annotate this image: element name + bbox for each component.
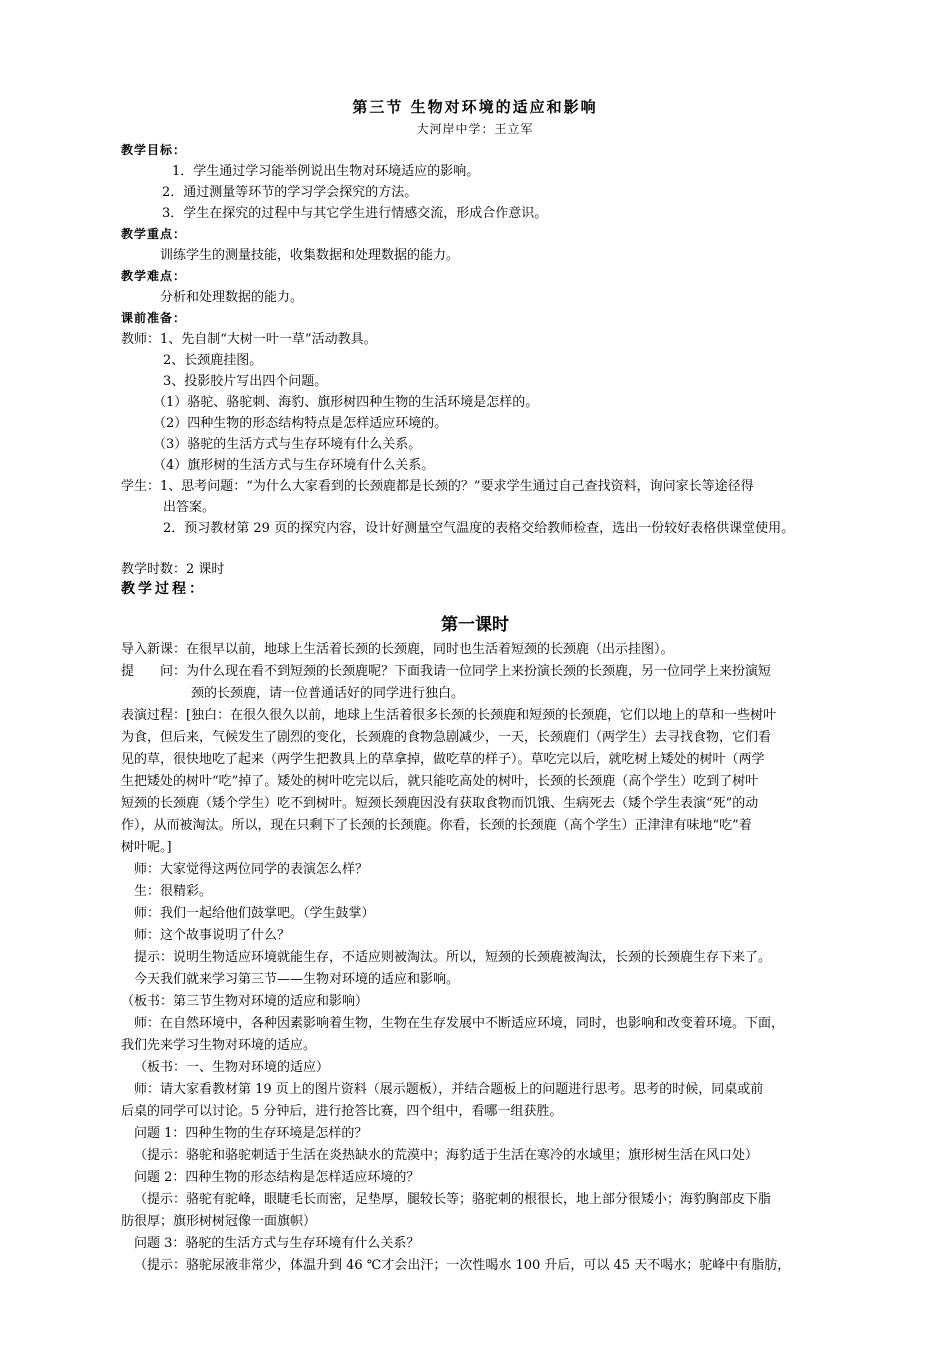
body-line: （板书：一、生物对环境的适应）	[134, 1060, 330, 1075]
preparation-line: 3、投影胶片写出四个问题。	[163, 374, 328, 389]
body-line: 后桌的同学可以讨论。5 分钟后，进行抢答比赛，四个组中，看哪一组获胜。	[121, 1104, 563, 1119]
body-line: 生：很精彩。	[134, 884, 213, 899]
preparation-heading: 课前准备：	[121, 311, 187, 325]
preparation-line: 教师：1、先自制“大树一叶一草”活动教具。	[121, 332, 377, 347]
body-line: 提示：说明生物适应环境就能生存，不适应则被淘汰。所以，短颈的长颈鹿被淘汰，长颈的长颈鹿生存下来了。	[134, 950, 772, 965]
body-line: （提示：骆驼和骆驼刺适于生活在炎热缺水的荒漠中；海豹适于生活在寒冷的水域里；旗形树生活在风口处）	[134, 1148, 759, 1163]
body-line: 师：请大家看教材第 19 页上的图片资料（展示题板），并结合题板上的问题进行思考。思考的时候，同桌或前	[134, 1082, 764, 1097]
keypoint-text: 训练学生的测量技能，收集数据和处理数据的能力。	[160, 248, 460, 263]
body-line: 为食，但后来，气候发生了剧烈的变化，长颈鹿的食物急剧减少，一天，长颈鹿们（两学生）去寻找食物，它们看	[121, 730, 772, 745]
author-line: 大河岸中学：王立军	[416, 122, 534, 136]
body-line: （提示：骆驼尿液非常少，体温升到 46 ℃才会出汗；一次性喝水 100 升后，可以 45 天不喝水；驼峰中有脂肪，	[134, 1258, 791, 1273]
document-title: 第三节 生物对环境的适应和影响	[352, 98, 598, 116]
preparation-line: 学生：1、思考问题：“为什么大家看到的长颈鹿都是长颈的？”要求学生通过自己查找资料，询问家长等途径得	[121, 479, 754, 494]
preparation-line: （4）旗形树的生活方式与生存环境有什么关系。	[153, 458, 435, 473]
body-line: 颈的长颈鹿，请一位普通话好的同学进行独白。	[191, 686, 465, 701]
difficulty-text: 分析和处理数据的能力。	[160, 290, 304, 305]
body-line: 肪很厚；旗形树树冠像一面旗帜）	[121, 1214, 317, 1229]
body-line: 师：大家觉得这两位同学的表演怎么样？	[134, 862, 369, 877]
keypoint-heading: 教学重点：	[121, 227, 187, 241]
body-line: 提 问：为什么现在看不到短颈的长颈鹿呢？下面我请一位同学上来扮演长颈的长颈鹿，另一位同学上来扮演短	[121, 664, 772, 679]
body-line: （板书：第三节生物对环境的适应和影响）	[121, 994, 369, 1009]
body-line: 问题 3：骆驼的生活方式与生存环境有什么关系？	[134, 1236, 420, 1251]
body-line: 问题 2：四种生物的形态结构是怎样适应环境的？	[134, 1170, 420, 1185]
difficulty-heading: 教学难点：	[121, 269, 187, 283]
lesson-title: 第一课时	[441, 615, 509, 635]
objective-item: 3．学生在探究的过程中与其它学生进行情感交流，形成合作意识。	[162, 206, 548, 221]
preparation-line: 出答案。	[163, 500, 216, 515]
objective-item: 2．通过测量等环节的学习学会探究的方法。	[162, 185, 418, 200]
body-line: 表演过程：[独白：在很久很久以前，地球上生活着很多长颈的长颈鹿和短颈的长颈鹿，它们以地上的草和一些树叶	[121, 708, 777, 723]
preparation-line: 2．预习教材第 29 页的探究内容，设计好测量空气温度的表格交给教师检查，选出一份较好表格供课堂使用。	[163, 521, 795, 536]
preparation-line: 2、长颈鹿挂图。	[163, 353, 263, 368]
body-line: 短颈的长颈鹿（矮个学生）吃不到树叶。短颈长颈鹿因没有获取食物而饥饿、生病死去（矮个学生表演“死”的动	[121, 796, 759, 811]
body-line: 导入新课：在很早以前，地球上生活着长颈的长颈鹿，同时也生活着短颈的长颈鹿（出示挂图）。	[121, 642, 674, 657]
preparation-line: （3）骆驼的生活方式与生存环境有什么关系。	[153, 437, 422, 452]
body-line: 师：这个故事说明了什么？	[134, 928, 291, 943]
body-line: 我们先来学习生物对环境的适应。	[121, 1038, 317, 1053]
objective-item: 1．学生通过学习能举例说出生物对环境适应的影响。	[172, 164, 480, 179]
process-heading: 教学过程：	[121, 581, 206, 597]
body-line: 生把矮处的树叶“吃”掉了。矮处的树叶吃完以后，就只能吃高处的树叶，长颈的长颈鹿（高个学生）吃到了树叶	[121, 774, 759, 789]
preparation-line: （1）骆驼、骆驼刺、海豹、旗形树四种生物的生活环境是怎样的。	[153, 395, 539, 410]
body-line: 见的草，很快地吃了起来（两学生把教具上的草拿掉，做吃草的样子）。草吃完以后，就吃树上矮处的树叶（两学	[121, 752, 765, 767]
body-line: 师：我们一起给他们鼓掌吧。（学生鼓掌）	[134, 906, 375, 921]
body-line: （提示：骆驼有驼峰，眼睫毛长而密，足垫厚，腿较长等；骆驼刺的根很长，地上部分很矮小；海豹胸部皮下脂	[134, 1192, 772, 1207]
body-line: 问题 1：四种生物的生存环境是怎样的？	[134, 1126, 368, 1141]
objectives-heading: 教学目标：	[121, 143, 187, 157]
body-line: 树叶呢。]	[121, 840, 172, 855]
preparation-line: （2）四种生物的形态结构特点是怎样适应环境的。	[153, 416, 448, 431]
body-line: 今天我们就来学习第三节——生物对环境的适应和影响。	[134, 972, 460, 987]
teaching-hours: 教学时数：2 课时	[121, 562, 225, 577]
body-line: 作），从而被淘汰。所以，现在只剩下了长颈的长颈鹿。你看，长颈的长颈鹿（高个学生）正津津有味地“吃”着	[121, 818, 752, 833]
body-line: 师：在自然环境中，各种因素影响着生物，生物在生存发展中不断适应环境，同时，也影响和改变着环境。下面，	[134, 1016, 785, 1031]
